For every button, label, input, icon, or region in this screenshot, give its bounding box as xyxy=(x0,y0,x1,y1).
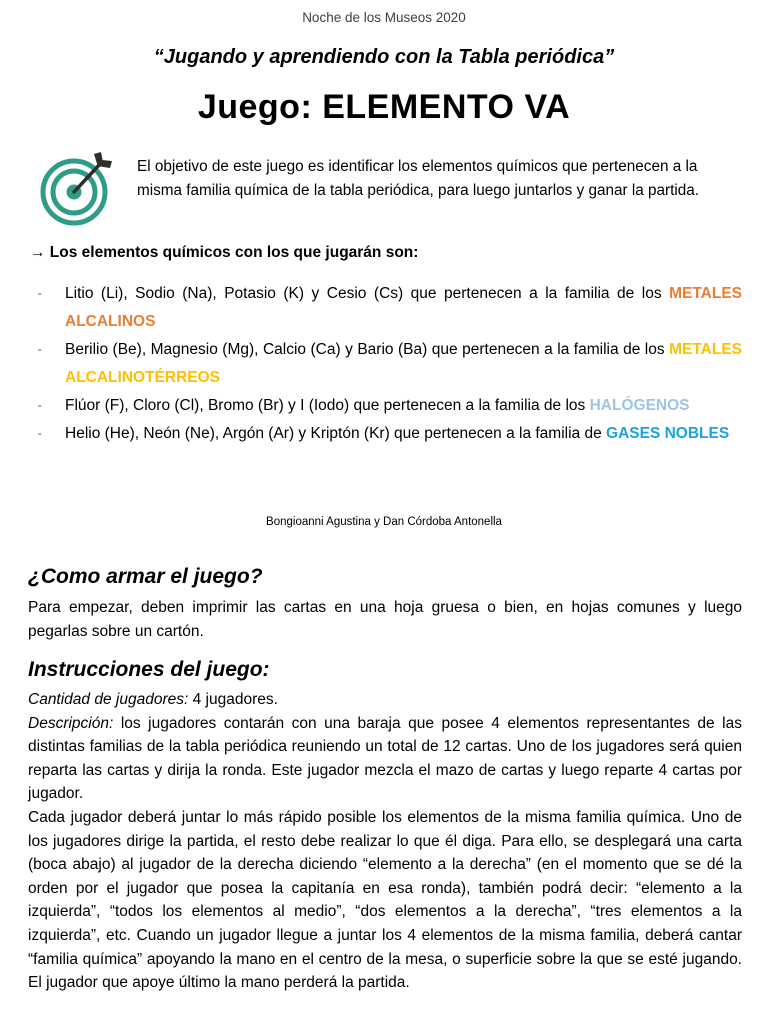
list-marker: - xyxy=(38,428,42,440)
page-title: Juego: ELEMENTO VA xyxy=(197,88,571,126)
list-item xyxy=(30,336,742,392)
list-marker: - xyxy=(38,400,42,412)
authors: Bongioanni Agustina y Dan Córdoba Antonella xyxy=(266,516,502,528)
how-to-build-text: Para empezar, deben imprimir las cartas en una hoja gruesa o bien, en hojas comunes y luego pegarlas sobre un cartón. xyxy=(28,599,742,640)
family-name-halogenos: HALÓGENOS xyxy=(589,397,690,414)
how-to-build-heading: ¿Como armar el juego? xyxy=(28,565,263,588)
description-paragraph xyxy=(28,712,742,806)
family-description: Helio (He), Neón (Ne), Argón (Ar) y Kriptón (Kr) que pertenecen a la familia de xyxy=(65,425,602,442)
list-marker: - xyxy=(38,288,42,300)
list-marker: - xyxy=(38,344,42,356)
instructions-body xyxy=(28,688,742,995)
objective-text: El objetivo de este juego es identificar los elementos químicos que pertenecen a la misma familia química de la tabla periódica, para luego juntarlos y ganar la partida. xyxy=(137,158,700,199)
list-item xyxy=(30,280,742,336)
players-value: 4 jugadores. xyxy=(192,691,278,708)
family-description: Litio (Li), Sodio (Na), Potasio (K) y Cesio (Cs) que pertenecen a la familia de los xyxy=(65,285,662,302)
page-subtitle: “Jugando y aprendiendo con la Tabla periódica” xyxy=(153,46,615,68)
rules-paragraph: Cada jugador deberá juntar lo más rápido posible los elementos de la misma familia química. Uno de los jugadores dirige la partida, el resto debe realizar lo que él diga. Para ello, se desplegará una carta (boca abajo) al jugador de la derecha diciendo “elemento a la derecha” (en el momento que se dé la orden por el jugador que posea la capitanía en esa ronda), también podrá decir: “elemento a la izquierda”, “todos los elementos al medio”, “dos elementos a la derecha”, “tres elementos a la izquierda”, etc. Cuando un jugador llegue a juntar los 4 elementos de la misma familia, deberá cantar “familia química” apoyando la mano en el centro de la mesa, o superficie sobre la que se esté jugando. El jugador que apoye último la mano perderá la partida. xyxy=(28,808,742,992)
elements-heading: → Los elementos químicos con los que jugarán son: xyxy=(30,244,419,261)
players-paragraph xyxy=(28,688,742,712)
description-text: los jugadores contarán con una baraja que posee 4 elementos representantes de las distintas familias de la tabla periódica reuniendo un total de 12 cartas. Uno de los jugadores será quien reparta las cartas y dirija la ronda. Este jugador mezcla el mazo de cartas y luego reparte 4 cartas por jugador. xyxy=(28,714,742,803)
page-header: Noche de los Museos 2020 xyxy=(302,10,466,25)
list-item xyxy=(30,420,742,448)
description-label: Descripción: xyxy=(28,714,114,732)
target-icon xyxy=(38,150,118,228)
family-name-gases-nobles: GASES NOBLES xyxy=(606,425,730,442)
list-item xyxy=(30,392,742,420)
family-description: Berilio (Be), Magnesio (Mg), Calcio (Ca) y Bario (Ba) que pertenecen a la familia de los xyxy=(65,341,665,358)
families-list xyxy=(30,280,742,448)
family-name-metales-alcalinos: METALES ALCALINOS xyxy=(65,285,742,330)
instructions-heading: Instrucciones del juego: xyxy=(28,658,270,681)
players-label: Cantidad de jugadores: xyxy=(28,691,189,708)
family-name-metales-alcalinoterreos: METALES ALCALINOTÉRREOS xyxy=(65,341,742,386)
family-description: Flúor (F), Cloro (Cl), Bromo (Br) y I (Iodo) que pertenecen a la familia de los xyxy=(65,397,586,414)
